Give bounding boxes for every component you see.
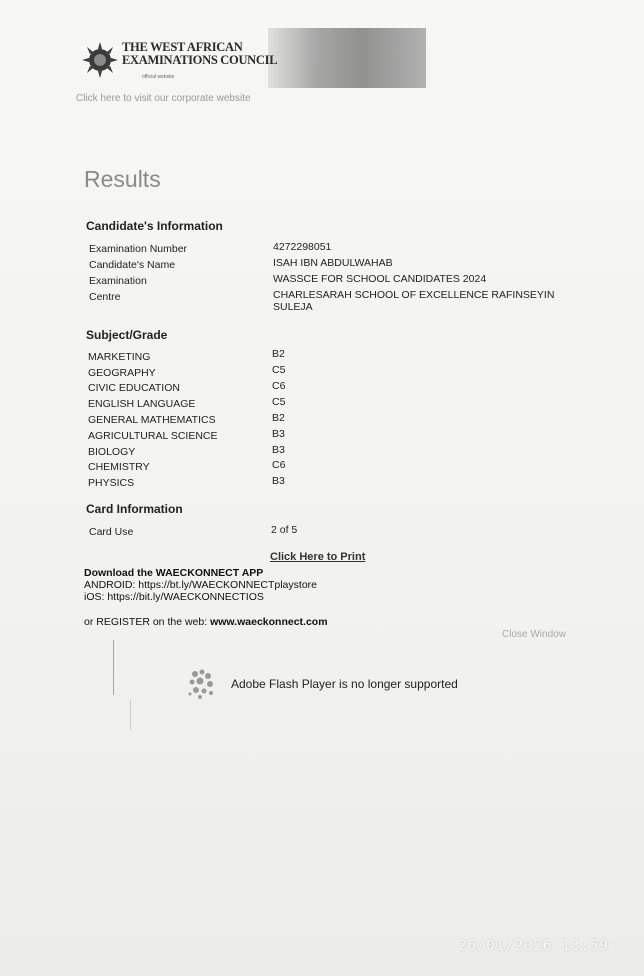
subject-grade: C6 bbox=[272, 459, 286, 471]
subject-grade: C5 bbox=[272, 396, 286, 408]
subject-grade: B3 bbox=[272, 428, 285, 440]
organization-name bbox=[122, 41, 277, 67]
photo-timestamp: 26/01/2026 13:59 bbox=[458, 938, 609, 954]
org-name-line1: THE WEST AFRICAN bbox=[122, 40, 243, 54]
exam-number-label: Examination Number bbox=[89, 243, 188, 255]
subject-name: GEOGRAPHY bbox=[88, 367, 156, 379]
close-window-link[interactable]: Close Window bbox=[502, 629, 566, 640]
subject-grade: B3 bbox=[272, 444, 285, 456]
subject-grade: B2 bbox=[272, 412, 285, 424]
subject-grade: C5 bbox=[272, 364, 286, 376]
scan-artifact-line bbox=[113, 640, 114, 695]
android-link[interactable]: ANDROID: https://bt.ly/WAECKONNECTplaystore bbox=[84, 579, 317, 591]
print-link[interactable]: Click Here to Print bbox=[270, 551, 366, 563]
register-line bbox=[84, 616, 328, 628]
subject-name: CHEMISTRY bbox=[88, 461, 150, 473]
corporate-website-link[interactable]: Click here to visit our corporate website bbox=[76, 93, 251, 104]
centre-label: Centre bbox=[89, 291, 121, 303]
card-info-heading: Card Information bbox=[86, 502, 183, 516]
candidate-name-value: ISAH IBN ABDULWAHAB bbox=[273, 257, 393, 269]
subject-grade: C6 bbox=[272, 380, 286, 392]
subject-name: PHYSICS bbox=[88, 477, 135, 489]
examination-label: Examination bbox=[89, 275, 147, 287]
subject-name: ENGLISH LANGUAGE bbox=[88, 398, 196, 410]
register-url-link[interactable]: www.waeckonnect.com bbox=[210, 616, 328, 628]
waec-seal-icon bbox=[82, 40, 118, 80]
card-use-label: Card Use bbox=[89, 526, 134, 538]
centre-value: CHARLESARAH SCHOOL OF EXCELLENCE RAFINSEYIN bbox=[273, 289, 555, 301]
centre-value-line2: SULEJA bbox=[273, 301, 313, 313]
exam-number-value: 4272298051 bbox=[273, 241, 332, 253]
subject-name: AGRICULTURAL SCIENCE bbox=[88, 430, 218, 442]
subject-name: GENERAL MATHEMATICS bbox=[88, 414, 216, 426]
register-prefix: or REGISTER on the web: bbox=[84, 616, 211, 628]
candidate-info-heading: Candidate's Information bbox=[86, 219, 223, 233]
subject-grade: B3 bbox=[272, 475, 285, 487]
subject-grade: B2 bbox=[272, 348, 285, 360]
download-app-title: Download the WAECKONNECT APP bbox=[84, 567, 264, 579]
org-name-line2: EXAMINATIONS COUNCIL bbox=[122, 53, 278, 67]
candidate-name-label: Candidate's Name bbox=[89, 259, 176, 271]
card-use-value: 2 of 5 bbox=[271, 524, 298, 536]
subject-name: BIOLOGY bbox=[88, 446, 136, 458]
ios-link[interactable]: iOS: https://bit.ly/WAECKONNECTIOS bbox=[84, 591, 264, 603]
subject-name: MARKETING bbox=[88, 351, 151, 363]
scan-artifact-line bbox=[130, 700, 131, 730]
examination-value: WASSCE FOR SCHOOL CANDIDATES 2024 bbox=[273, 273, 487, 285]
header-banner-image bbox=[268, 28, 426, 88]
subject-grade-heading: Subject/Grade bbox=[86, 328, 168, 342]
subject-name: CIVIC EDUCATION bbox=[88, 382, 180, 394]
missing-plugin-icon bbox=[186, 666, 218, 700]
org-subtitle: official website bbox=[142, 74, 175, 80]
flash-unsupported-message: Adobe Flash Player is no longer supported bbox=[231, 677, 458, 691]
page-title: Results bbox=[84, 166, 161, 192]
